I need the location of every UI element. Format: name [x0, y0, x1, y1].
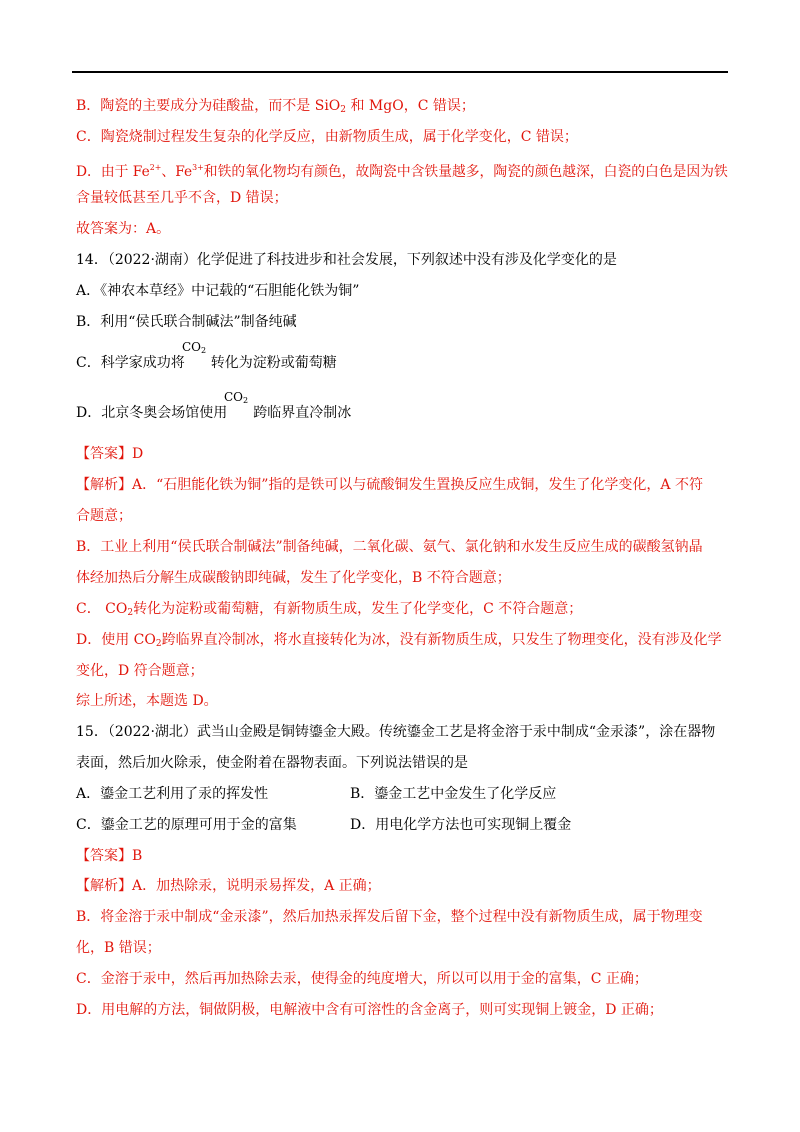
q14-explanation-a-cont: 合题意；	[76, 508, 132, 524]
q15-stem: 15．（2022·湖北）武当山金殿是铜铸鎏金大殿。传统鎏金工艺是将金溶于汞中制成“金汞漆”，涂在器物	[76, 724, 716, 740]
q14-answer: 【答案】D	[76, 446, 144, 462]
answer13-option-d-cont: 含量较低甚至几乎不含，D 错误；	[76, 190, 288, 206]
q15-explanation-d: D．用电解的方法，铜做阴极，电解液中含有可溶性的含金离子，则可实现铜上镀金，D 正确；	[76, 1002, 663, 1018]
q14-explanation-d-cont: 变化，D 符合题意；	[76, 663, 204, 679]
q15-option-c: C．鎏金工艺的原理可用于金的富集	[76, 817, 297, 833]
header-rule	[72, 71, 728, 73]
q14-d-formula: $CO_2$	[224, 390, 249, 405]
answer13-option-c: C．陶瓷烧制过程发生复杂的化学反应，由新物质生成，属于化学变化，C 错误；	[76, 129, 578, 145]
q15-answer: 【答案】B	[76, 848, 143, 864]
q14-summary: 综上所述，本题选 D。	[76, 693, 218, 709]
q14-option-b: B．利用“侯氏联合制碱法”制备纯碱	[76, 314, 297, 330]
q15-option-a: A．鎏金工艺利用了汞的挥发性	[76, 786, 269, 802]
q15-explanation-c: C．金溶于汞中，然后再加热除去汞，使得金的纯度增大，所以可以用于金的富集，C 正确；	[76, 971, 648, 987]
q15-explanation-b-cont: 化，B 错误；	[76, 940, 161, 956]
answer13-final: 故答案为：A。	[76, 221, 171, 237]
q14-stem: 14．（2022·湖南）化学促进了科技进步和社会发展，下列叙述中没有涉及化学变化的是	[76, 252, 617, 268]
q14-explanation-d: D．使用 $CO_2$跨临界直冷制冰，将水直接转化为冰，没有新物质生成，只发生了物理变化，没有涉及化学	[76, 632, 722, 649]
q15-stem-cont: 表面，然后加火除汞，使金附着在器物表面。下列说法错误的是	[76, 755, 468, 771]
q14-option-d: D．北京冬奥会场馆使用 跨临界直冷制冰	[76, 405, 352, 421]
q14-explanation-a: 【解析】A．“石胆能化铁为铜”指的是铁可以与硫酸铜发生置换反应生成铜，发生了化学变化，A 不符	[76, 477, 703, 493]
q14-explanation-b: B．工业上利用“侯氏联合制碱法”制备纯碱，二氧化碳、氨气、氯化钠和水发生反应生成的碳酸氢钠晶	[76, 539, 703, 555]
q14-option-c: C．科学家成功将 转化为淀粉或葡萄糖	[76, 355, 337, 371]
q15-explanation-a: 【解析】A．加热除汞，说明汞易挥发，A 正确；	[76, 878, 381, 894]
q14-explanation-c: C． $CO_2$转化为淀粉或葡萄糖，有新物质生成，发生了化学变化，C 不符合题意；	[76, 601, 583, 618]
q14-c-formula: $CO_2$	[182, 340, 207, 355]
q15-explanation-b: B．将金溶于汞中制成“金汞漆”，然后加热汞挥发后留下金，整个过程中没有新物质生成，属于物理变	[76, 909, 703, 925]
q14-option-a: A．《神农本草经》中记载的“石胆能化铁为铜”	[76, 283, 360, 299]
q15-option-b: B．鎏金工艺中金发生了化学反应	[350, 786, 557, 802]
answer13-option-d: D．由于 $Fe^{2+}$、$Fe^{3+}$和铁的氧化物均有颜色，故陶瓷中含铁量越多，陶瓷的颜色越深，白瓷的白色是因为铁	[76, 163, 728, 180]
q15-option-d: D．用电化学方法也可实现铜上覆金	[350, 817, 572, 833]
q14-explanation-b-cont: 体经加热后分解生成碳酸钠即纯碱，发生了化学变化，B 不符合题意；	[76, 570, 511, 586]
answer13-option-b: B．陶瓷的主要成分为硅酸盐，而不是 SiO$_2$ 和 MgO，C 错误；	[76, 98, 475, 115]
